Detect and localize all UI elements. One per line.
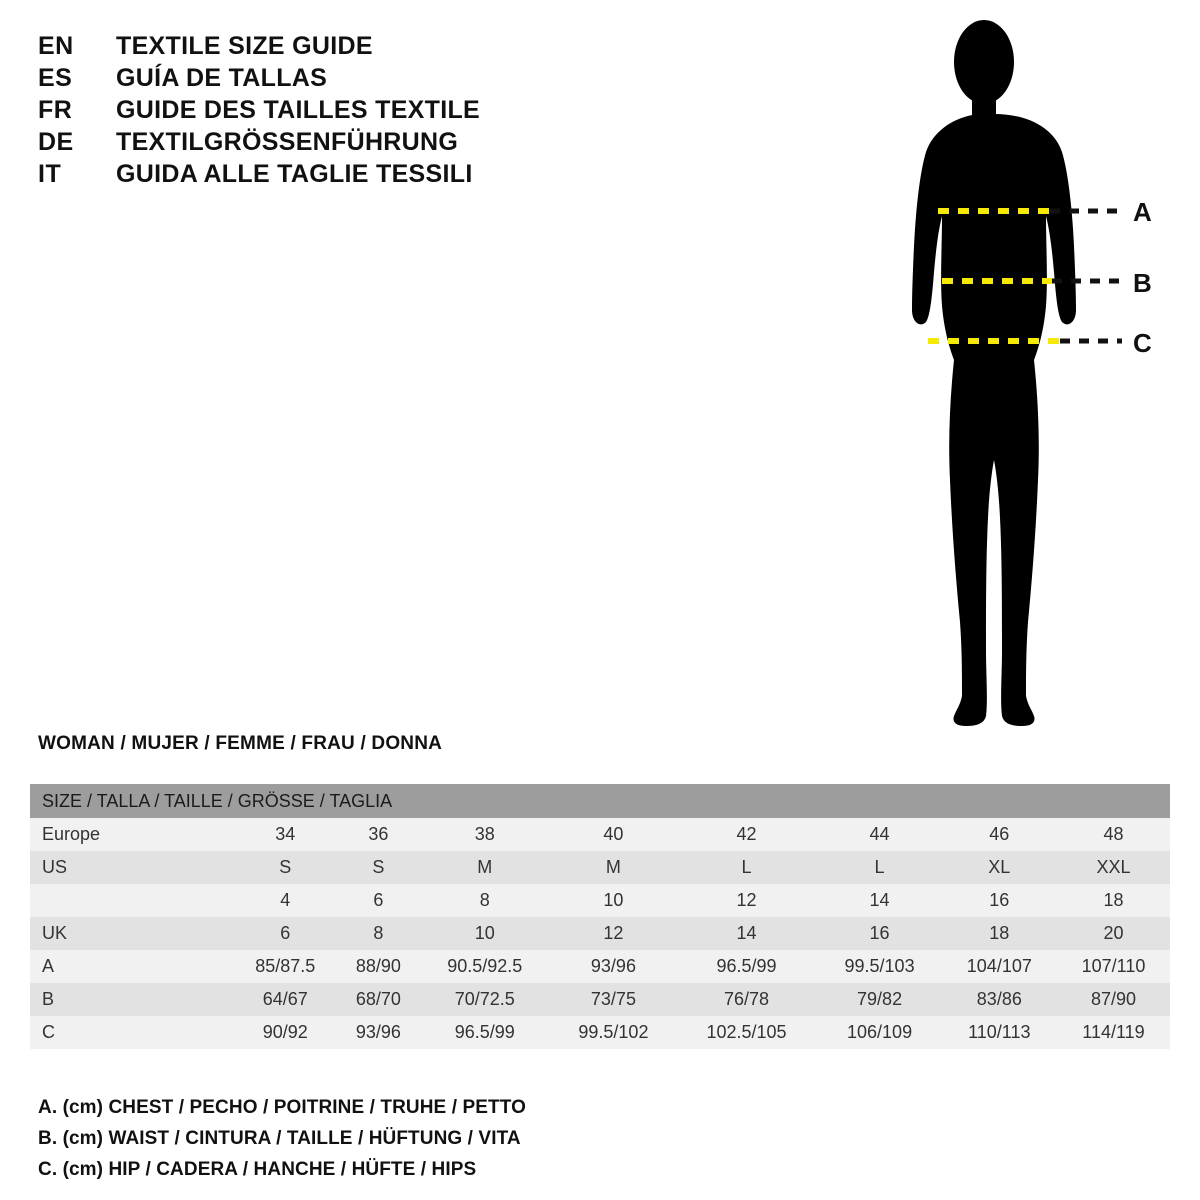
table-row (30, 1016, 1170, 1049)
language-code: EN (38, 32, 74, 60)
language-row (38, 30, 638, 62)
table-cell: 6 (232, 917, 338, 950)
table-cell: 8 (418, 884, 551, 917)
table-cell: 110/113 (942, 1016, 1057, 1049)
table-cell: 40 (551, 818, 675, 851)
table-row (30, 983, 1170, 1016)
legend-item-b: B. (cm) WAIST / CINTURA / TAILLE / HÜFTUNG / VITA (38, 1128, 521, 1149)
table-cell: S (232, 851, 338, 884)
table-cell: 96.5/99 (418, 1016, 551, 1049)
table-cell: 104/107 (942, 950, 1057, 983)
row-label: Europe (30, 818, 232, 851)
table-cell: 79/82 (817, 983, 941, 1016)
table-cell: 38 (418, 818, 551, 851)
table-cell: 99.5/102 (551, 1016, 675, 1049)
table-cell: S (338, 851, 418, 884)
table-cell: 107/110 (1057, 950, 1170, 983)
language-row (38, 94, 638, 126)
table-cell: 102.5/105 (676, 1016, 818, 1049)
measurement-legend (38, 1092, 938, 1185)
table-cell: 4 (232, 884, 338, 917)
table-cell: M (418, 851, 551, 884)
table-cell: 10 (551, 884, 675, 917)
table-cell: 18 (1057, 884, 1170, 917)
table-cell: 14 (676, 917, 818, 950)
language-row (38, 158, 638, 190)
table-cell: L (817, 851, 941, 884)
table-cell: 46 (942, 818, 1057, 851)
table-cell: 42 (676, 818, 818, 851)
language-title: TEXTILGRÖSSENFÜHRUNG (116, 128, 459, 156)
table-cell: 93/96 (551, 950, 675, 983)
table-row (30, 917, 1170, 950)
table-cell: 16 (942, 884, 1057, 917)
table-cell: 34 (232, 818, 338, 851)
table-row (30, 851, 1170, 884)
row-label: UK (30, 917, 232, 950)
language-code: FR (38, 96, 73, 124)
legend-item-c: C. (cm) HIP / CADERA / HANCHE / HÜFTE / HIPS (38, 1159, 477, 1180)
table-cell: 70/72.5 (418, 983, 551, 1016)
measurement-figure (850, 10, 1190, 750)
language-title: GUIDE DES TAILLES TEXTILE (116, 96, 481, 124)
table-cell: 68/70 (338, 983, 418, 1016)
table-cell: 87/90 (1057, 983, 1170, 1016)
table-cell: 88/90 (338, 950, 418, 983)
table-cell: 114/119 (1057, 1016, 1170, 1049)
table-cell: 6 (338, 884, 418, 917)
table-cell: 83/86 (942, 983, 1057, 1016)
language-title-block (38, 30, 638, 190)
language-row (38, 62, 638, 94)
table-cell: 8 (338, 917, 418, 950)
table-cell: 18 (942, 917, 1057, 950)
table-cell: 96.5/99 (676, 950, 818, 983)
language-code: DE (38, 128, 74, 156)
table-cell: 14 (817, 884, 941, 917)
measure-label-b: B (1133, 268, 1152, 298)
table-cell: 64/67 (232, 983, 338, 1016)
table-cell: 16 (817, 917, 941, 950)
table-row (30, 884, 1170, 917)
measure-label-c: C (1133, 328, 1152, 358)
table-cell: 73/75 (551, 983, 675, 1016)
table-cell: 85/87.5 (232, 950, 338, 983)
table-cell: 48 (1057, 818, 1170, 851)
language-title: GUÍA DE TALLAS (116, 64, 328, 92)
language-title: TEXTILE SIZE GUIDE (116, 32, 373, 60)
row-label: C (30, 1016, 232, 1049)
table-cell: 93/96 (338, 1016, 418, 1049)
table-section-title: WOMAN / MUJER / FEMME / FRAU / DONNA (38, 733, 443, 754)
table-cell: XXL (1057, 851, 1170, 884)
table-header-label: SIZE / TALLA / TAILLE / GRÖSSE / TAGLIA (30, 784, 1170, 818)
table-cell: L (676, 851, 818, 884)
table-row (30, 950, 1170, 983)
table-cell: 106/109 (817, 1016, 941, 1049)
woman-silhouette-icon (850, 10, 1190, 750)
table-cell: 20 (1057, 917, 1170, 950)
table-cell: 44 (817, 818, 941, 851)
table-cell: 12 (551, 917, 675, 950)
table-cell: 90/92 (232, 1016, 338, 1049)
size-table (30, 784, 1170, 1049)
table-cell: 90.5/92.5 (418, 950, 551, 983)
legend-item-a: A. (cm) CHEST / PECHO / POITRINE / TRUHE / PETTO (38, 1097, 526, 1118)
table-header-row (30, 784, 1170, 818)
language-code: IT (38, 160, 62, 188)
table-cell: 12 (676, 884, 818, 917)
language-title: GUIDA ALLE TAGLIE TESSILI (116, 160, 473, 188)
row-label (30, 884, 232, 917)
table-cell: 99.5/103 (817, 950, 941, 983)
row-label: B (30, 983, 232, 1016)
language-row (38, 126, 638, 158)
measure-label-a: A (1133, 197, 1152, 227)
table-row (30, 818, 1170, 851)
row-label: US (30, 851, 232, 884)
table-cell: XL (942, 851, 1057, 884)
row-label: A (30, 950, 232, 983)
table-cell: M (551, 851, 675, 884)
language-code: ES (38, 64, 73, 92)
table-cell: 10 (418, 917, 551, 950)
table-cell: 36 (338, 818, 418, 851)
table-cell: 76/78 (676, 983, 818, 1016)
